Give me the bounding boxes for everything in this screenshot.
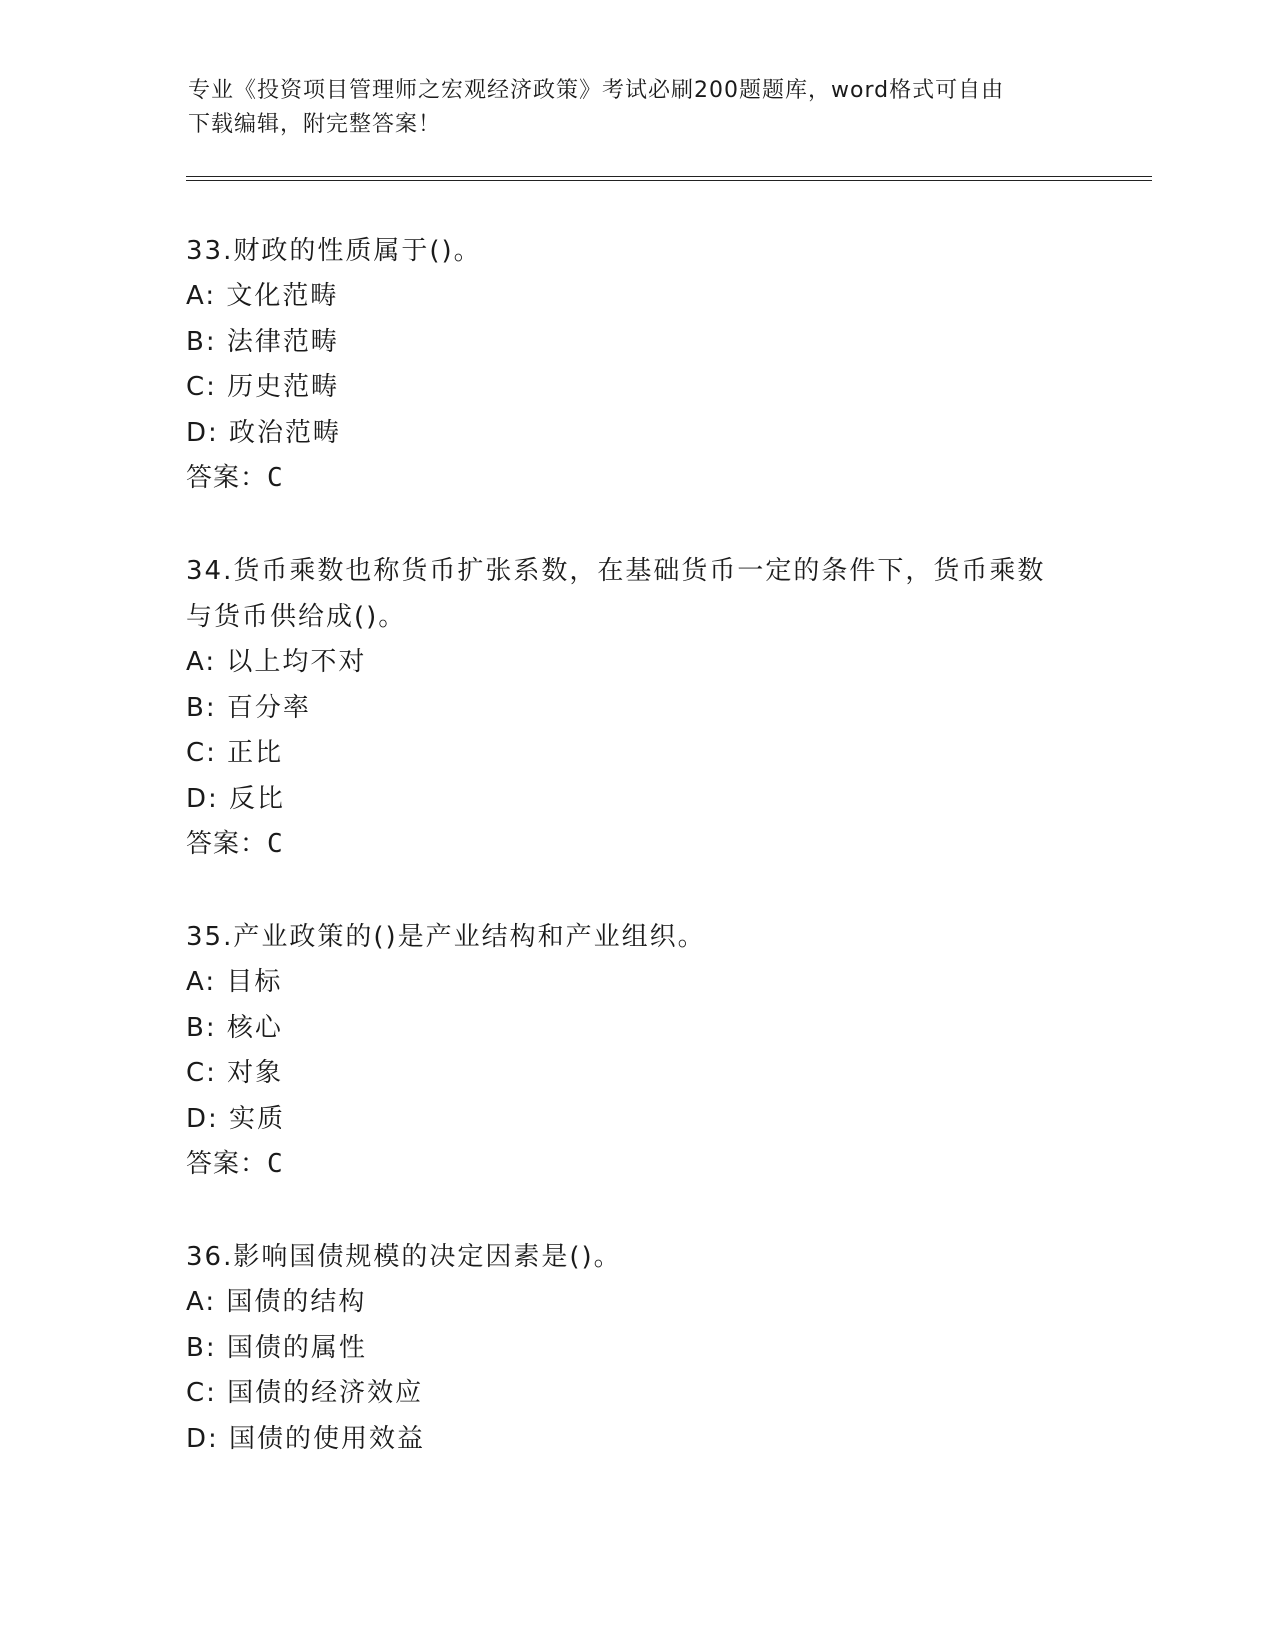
answer-value: C xyxy=(267,463,284,494)
option-b: B: 百分率 xyxy=(186,692,311,723)
answer-label: 答案： xyxy=(186,829,268,860)
option-a: A: 目标 xyxy=(186,967,283,997)
option-c: C: 国债的经济效应 xyxy=(186,1378,424,1409)
question-stem: 36.影响国债规模的决定因素是()。 xyxy=(186,1242,622,1272)
option-c: C: 对象 xyxy=(186,1058,284,1089)
answer-label: 答案： xyxy=(186,1149,268,1180)
option-d: D: 实质 xyxy=(186,1103,286,1134)
question-36 xyxy=(186,1234,1086,1462)
question-stem: 33.财政的性质属于()。 xyxy=(186,236,482,266)
option-b: B: 核心 xyxy=(186,1012,283,1043)
option-d: D: 政治范畴 xyxy=(186,417,342,448)
answer-line xyxy=(186,456,1086,502)
option-a: A: 国债的结构 xyxy=(186,1287,367,1317)
question-35 xyxy=(186,914,1086,1188)
answer-value: C xyxy=(267,1149,284,1180)
option-b: B: 国债的属性 xyxy=(186,1332,367,1363)
answer-line xyxy=(186,1142,1086,1188)
option-d: D: 反比 xyxy=(186,783,286,814)
question-34 xyxy=(186,548,1086,868)
question-stem: 35.产业政策的()是产业结构和产业组织。 xyxy=(186,922,706,952)
option-c: C: 历史范畴 xyxy=(186,372,340,403)
option-b: B: 法律范畴 xyxy=(186,326,339,357)
document-header xyxy=(188,74,1088,142)
question-stem-line-1: 34.货币乘数也称货币扩张系数，在基础货币一定的条件下，货币乘数 xyxy=(186,556,1046,586)
question-33 xyxy=(186,228,1086,502)
option-c: C: 正比 xyxy=(186,738,284,769)
option-a: A: 文化范畴 xyxy=(186,281,339,311)
question-stem-line-2: 与货币供给成()。 xyxy=(186,602,407,632)
option-d: D: 国债的使用效益 xyxy=(186,1423,426,1454)
header-divider xyxy=(186,176,1152,181)
answer-line xyxy=(186,822,1086,868)
answer-value: C xyxy=(267,829,284,860)
header-line-2: 下载编辑，附完整答案！ xyxy=(188,112,442,137)
answer-label: 答案： xyxy=(186,463,268,494)
header-line-1: 专业《投资项目管理师之宏观经济政策》考试必刷200题题库，word格式可自由 xyxy=(188,78,1005,103)
option-a: A: 以上均不对 xyxy=(186,647,367,677)
